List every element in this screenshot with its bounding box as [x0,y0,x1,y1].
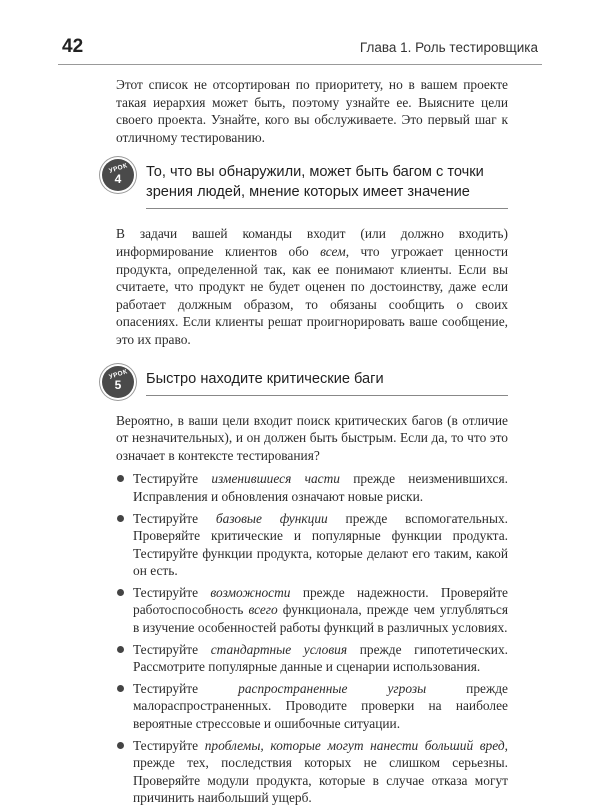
bullet-dot-icon [117,646,124,653]
text-run: Тестируйте [133,680,239,696]
intro-paragraph: Этот список не отсортирован по приоритету, но в вашем проекте такая иерархия может быть, поэтому узнайте ее. Выясните цели своего проекта. Узнайте, кого вы обслуживаете. Это первый шаг к отличному тестированию. [116,77,508,145]
badge-number: 4 [114,171,122,186]
text-run: Тестируйте [133,641,211,657]
emphasis: проблемы, которые могут нанести больший вред [204,737,505,753]
emphasis: базовые функции [215,510,328,526]
bullet-dot-icon [117,589,124,596]
bullet-dot-icon [117,685,124,692]
text-run: прежде гипотетических. Рассмотрите популярные данные и сценарии использования. [133,641,508,675]
lesson-5-heading [107,368,508,396]
lesson-badge-icon [102,366,134,398]
list-item [116,641,508,676]
badge-number: 5 [114,378,122,393]
text-run: Тестируйте [133,584,211,600]
text-run: Тестируйте [133,510,216,526]
page-body [107,76,508,811]
list-item [116,680,508,733]
list-item [116,510,508,580]
lesson-title: То, что вы обнаружили, может быть багом с точки зрения людей, мнение которых имеет значение [146,162,508,209]
text-run: Тестируйте [133,471,212,487]
text-run: прежде надежности. Проверяйте работоспособность [133,584,508,618]
header-rule [58,64,542,65]
list-item [116,737,508,807]
bullet-dot-icon [117,515,124,522]
emphasis: распространенные угрозы [238,680,427,696]
list-item [116,470,508,505]
lesson-5-paragraph: Вероятно, в ваши цели входит поиск критических багов (в отличие от незначительных), и он должен быть быстрым. Если да, то что это означает в контексте тестирования? [116,412,508,463]
badge-word: УРОК [107,162,128,175]
list-item [116,584,508,637]
lesson-4-heading [107,162,508,209]
text-run: Тестируйте [133,737,205,753]
emphasis: всего [248,602,278,618]
lesson-badge-icon [102,159,134,191]
text-run: В задачи вашей команды входит (или должно входить) информирование клиентов обо [116,226,508,259]
emphasis: изменившиеся части [211,471,340,487]
text-run: , что угрожает ценности продукта, определенной так, как ее понимают клиенты. Если вы считаете, что продукт не будет оценен по достоинству, даже если работает должным образом, то обязаны сообщить о своих опасениях. Если клиенты решат проигнорировать ваше сообщение, это их право. [116,243,508,347]
emphasis: стандартные условия [210,641,348,657]
bullet-dot-icon [117,742,124,749]
text-run: функционала, прежде чем углубляться в изучение особенностей работы функций в различных условиях. [133,602,508,636]
page-number: 42 [62,36,84,57]
text-run: прежде вспомогательных. Проверяйте критические и популярные функции продукта. Тестируйте функции продукта, которые делают его таким, какой он есть. [133,510,508,579]
text-run: прежде неизменившихся. Исправления и обновления означают новые риски. [133,471,508,504]
text-run: прежде малораспространенных. Проводите проверки на наиболее вероятные стрессовые и ошибочные ситуации. [133,680,508,732]
emphasis: возможности [210,584,291,600]
bullet-dot-icon [117,475,124,482]
emphasis: всем [320,243,346,259]
text-run: , прежде тех, последствия которых не слишком серьезны. Проверяйте модули продукта, которые в случае отказа могут причинить наибольший ущерб. [133,737,508,806]
badge-word: УРОК [107,368,128,381]
lesson-4-paragraph [116,225,508,348]
bullet-list [116,470,508,807]
running-head: Глава 1. Роль тестировщика [359,40,538,55]
lesson-title: Быстро находите критические баги [146,369,508,396]
